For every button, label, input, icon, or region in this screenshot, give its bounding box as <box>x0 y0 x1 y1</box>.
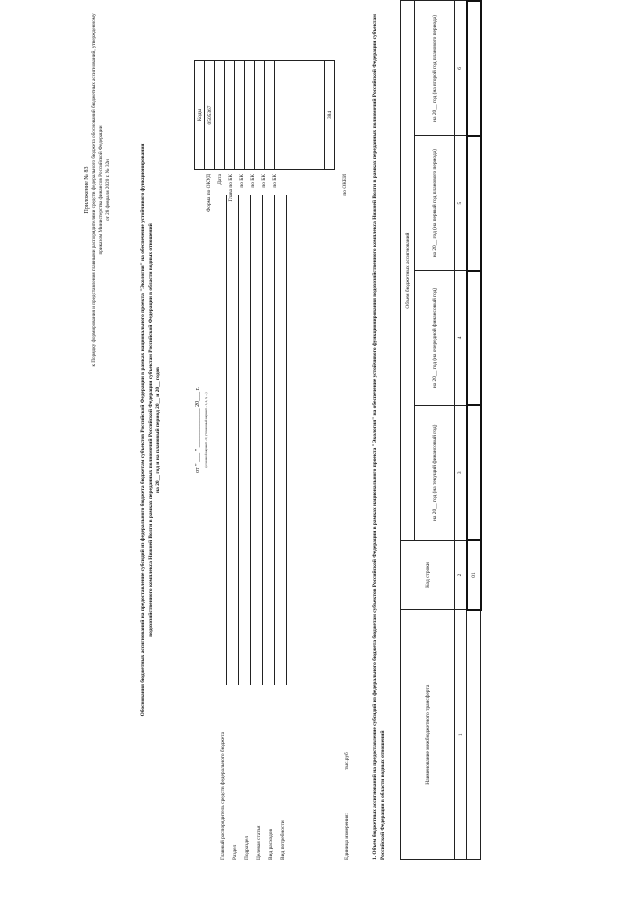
col6-header: на 20__ год (на второй год планового периода) <box>415 1 455 136</box>
group-header: Объем бюджетных ассигнований <box>401 1 415 540</box>
col4-header: на 20__ год (на очередной финансовый год) <box>415 271 455 406</box>
appendix-title: Приложение № 83 <box>84 166 90 214</box>
date-code-label: Дата <box>217 174 223 185</box>
section1-title: 1. Объем бюджетных ассигнований на предоставление субсидий из федерального бюджета бюджетам субъектов Российской Федерации в рамках национального проекта "Экология" на обеспечение устойчивого функционирования водохозяйственного комплекса Нижней Волги в рамках переданных полномочий Российской Федерации субъектам Российской Федерации в области водных отношений <box>372 14 386 860</box>
date-hint: (основной вариант - 0; уточненный вариант - 1, 2, 3, ...) <box>204 392 208 468</box>
bk5-cell[interactable] <box>265 61 275 170</box>
date-line: от " ___ " _____________ 20___ г. <box>195 387 201 473</box>
col-num-4: 4 <box>455 271 467 406</box>
bk1-cell[interactable] <box>225 61 235 170</box>
col5-header: на 20__ год (на первый год планового периода) <box>415 136 455 271</box>
title-line-3: на 20__ год и на плановый период 20__ и 20__ годов <box>155 367 161 493</box>
bk1-label: Глава по БК <box>228 174 234 202</box>
field-csr-line[interactable] <box>262 195 263 685</box>
codes-header: Коды <box>195 61 205 170</box>
field-razdel-label: Раздел <box>232 844 238 860</box>
bk2-cell[interactable] <box>235 61 245 170</box>
codes-table <box>194 60 335 170</box>
okud-value: 0505367 <box>205 61 215 170</box>
field-vr-label: Вид расходов <box>268 829 274 860</box>
field-podrazdel-line[interactable] <box>250 195 251 685</box>
col-num-5: 5 <box>455 136 467 271</box>
field-razdel-line[interactable] <box>238 195 239 685</box>
col3-header: на 20__ год (на текущий финансовый год) <box>415 405 455 540</box>
col-name-header: Наименование межбюджетного трансферта <box>401 610 455 860</box>
bk4-cell[interactable] <box>255 61 265 170</box>
rotated-form <box>80 0 640 860</box>
bk5-label: по БК <box>272 174 278 188</box>
field-vr-line[interactable] <box>274 195 275 685</box>
row-code-cell: 01 <box>467 540 481 610</box>
row-col4-cell[interactable] <box>467 271 481 406</box>
unit-label: Единица измерения: <box>344 813 350 860</box>
field-podrazdel-label: Подраздел <box>244 835 250 860</box>
okei-label: по ОКЕИ <box>342 174 348 196</box>
bk4-label: по БК <box>261 174 267 188</box>
codes-spacer-cell <box>275 61 325 170</box>
row-col5-cell[interactable] <box>467 136 481 271</box>
bk3-cell[interactable] <box>245 61 255 170</box>
col-num-1: 1 <box>455 610 467 860</box>
field-csr-label: Целевая статья <box>256 825 262 860</box>
bk2-label: по БК <box>239 174 245 188</box>
field-vid-pot-label: Вид потребности <box>280 820 286 860</box>
appendix-header <box>84 10 112 370</box>
appendix-subtitle: к Порядку формирования и представления главными распорядителями средств федерального бюджета обоснований бюджетных ассигнований, утвержденному приказом Министерства финансов Российской Федерации <box>91 13 104 367</box>
col-num-2: 2 <box>455 540 467 610</box>
col-num-3: 3 <box>455 405 467 540</box>
okei-value: 384 <box>325 61 335 170</box>
row-col3-cell[interactable] <box>467 405 481 540</box>
title-line-1: Обоснования бюджетных ассигнований на предоставление субсидий из федерального бюджета бюджетам субъектов Российской Федерации в рамках национального проекта "Экология" на обеспечение устойчивого функционирования <box>140 143 146 717</box>
date-code-cell[interactable] <box>215 61 225 170</box>
subsidy-table <box>400 0 482 860</box>
column-number-row <box>455 1 467 860</box>
unit-value: тыс.руб <box>344 752 350 770</box>
row-col6-cell[interactable] <box>467 1 481 136</box>
bk3-label: по БК <box>250 174 256 188</box>
col-code-header: Код строки <box>401 540 455 610</box>
appendix-date: от 28 февраля 2020 г. № 32н <box>105 159 111 221</box>
field-grbs-line[interactable] <box>226 195 227 685</box>
row-name-cell[interactable] <box>467 610 481 860</box>
title-line-2: водохозяйственного комплекса Нижней Волги в рамках переданных полномочий Российской Федерации субъектам Российской Федерации в области водных отношений <box>147 223 154 637</box>
table-row <box>467 1 481 860</box>
form-title <box>140 0 163 860</box>
col-num-6: 6 <box>455 1 467 136</box>
field-vid-pot-line[interactable] <box>286 195 287 685</box>
okud-label: Форма по ОКУД <box>206 174 212 212</box>
field-grbs-label: Главный распорядитель средств федерального бюджета <box>220 731 226 860</box>
